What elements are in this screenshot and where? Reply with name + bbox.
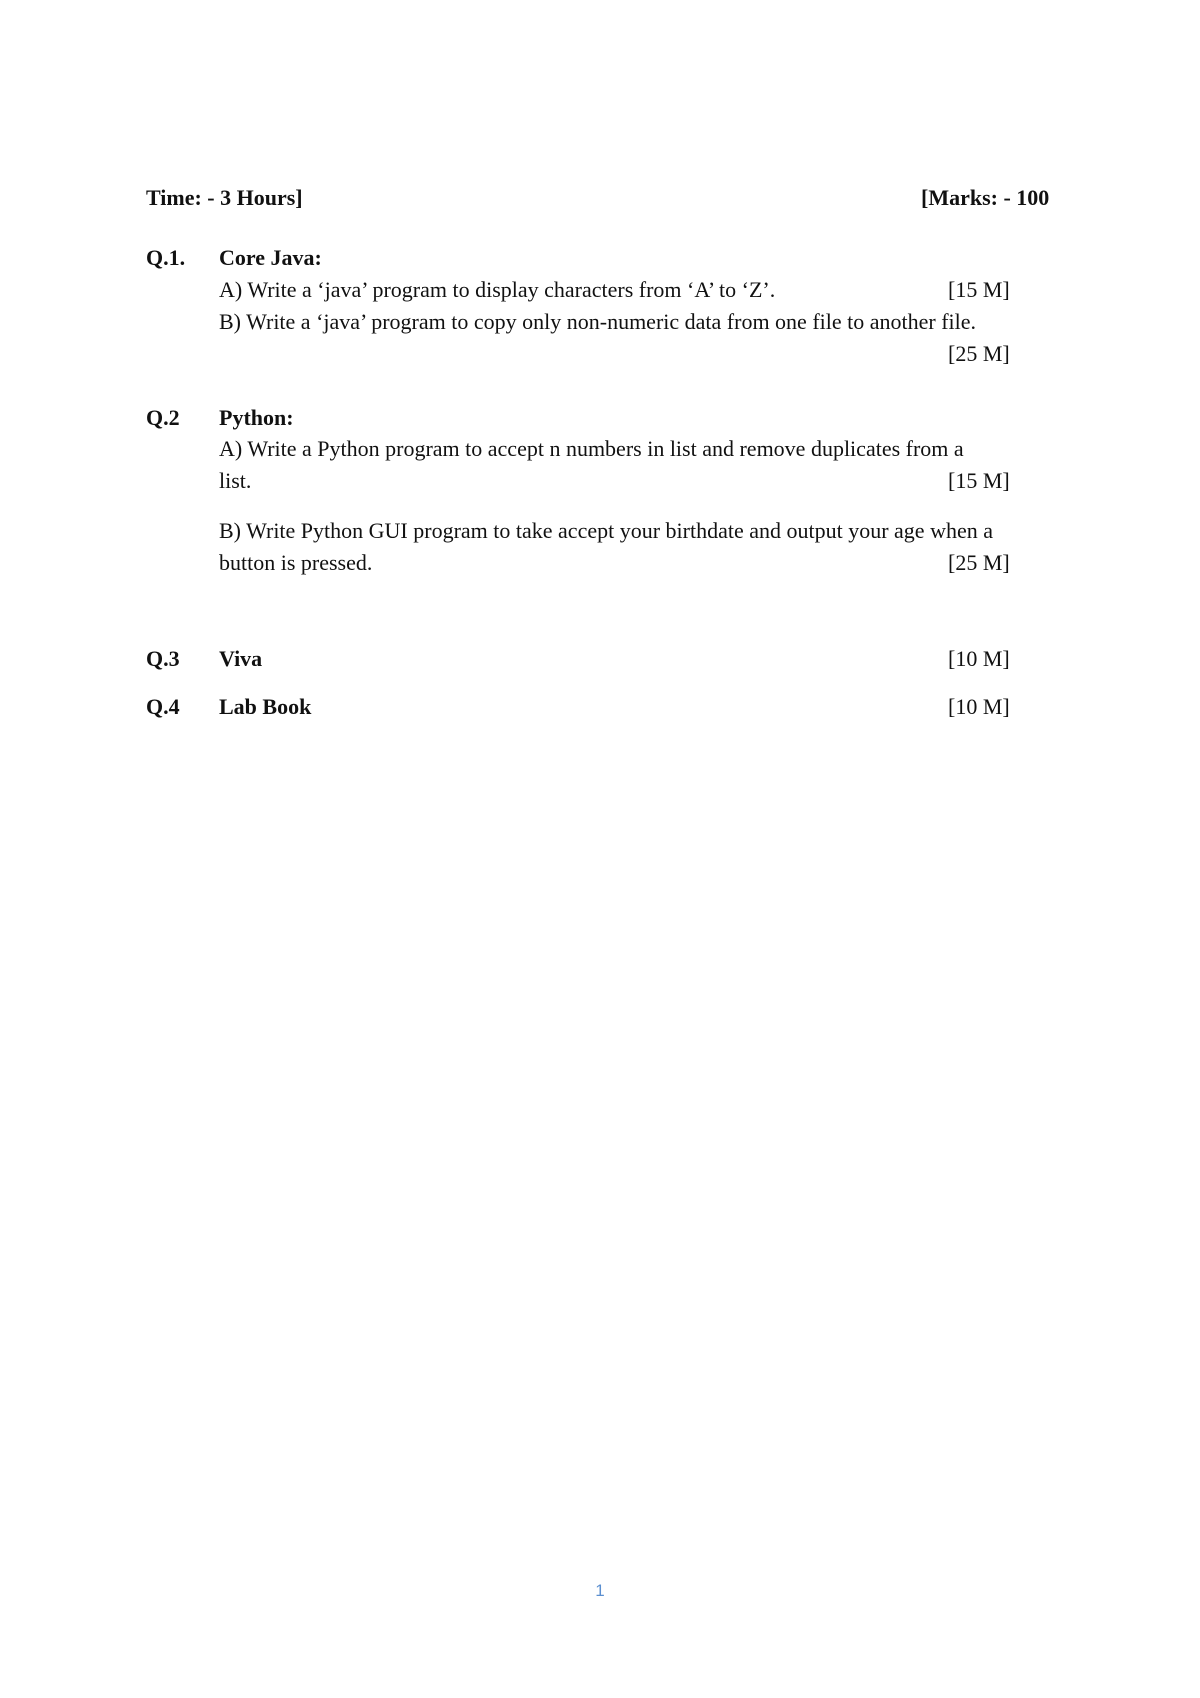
question-number: Q.3: [146, 646, 180, 671]
question-title: Viva: [219, 646, 263, 671]
question-part-text: button is pressed.: [219, 550, 373, 575]
question-part-text: B) Write a ‘java’ program to copy only non-numeric data from one file to another file.: [219, 309, 977, 334]
question-title: Core Java:: [219, 245, 322, 270]
question-part-marks: [25 M]: [948, 341, 1010, 366]
question-number: Q.1.: [146, 245, 186, 270]
time-label: Time: - 3 Hours]: [146, 185, 303, 210]
question-marks: [10 M]: [948, 646, 1010, 671]
question-part-text: A) Write a Python program to accept n numbers in list and remove duplicates from a: [219, 436, 964, 461]
marks-label: [Marks: - 100: [921, 185, 1050, 210]
question-part-marks: [15 M]: [948, 277, 1010, 302]
question-title: Lab Book: [219, 694, 312, 719]
question-part-marks: [15 M]: [948, 468, 1010, 493]
question-title: Python:: [219, 405, 294, 430]
question-number: Q.2: [146, 405, 180, 430]
question-part-text: A) Write a ‘java’ program to display characters from ‘A’ to ‘Z’.: [219, 277, 776, 302]
question-marks: [10 M]: [948, 694, 1010, 719]
question-part-marks: [25 M]: [948, 550, 1010, 575]
question-part-text: list.: [219, 468, 252, 493]
question-part-text: B) Write Python GUI program to take accept your birthdate and output your age when a: [219, 518, 993, 543]
page-number: 1: [595, 1581, 605, 1600]
question-number: Q.4: [146, 694, 180, 719]
